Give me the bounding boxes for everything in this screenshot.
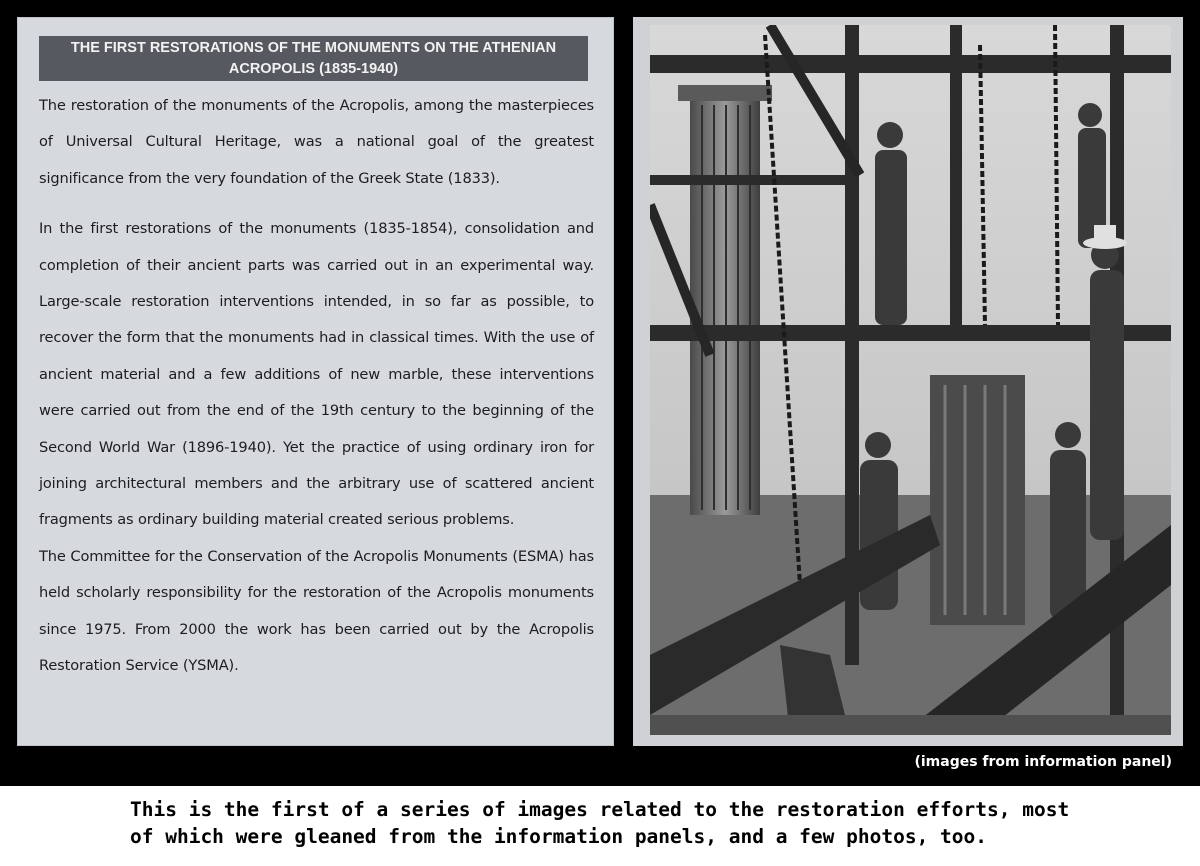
photo-credit: (images from information panel) xyxy=(914,754,1172,770)
caption-line1: This is the first of a series of images related to the restoration efforts, most xyxy=(130,798,1070,821)
information-panel-text xyxy=(17,17,614,746)
panel-heading-line2: ACROPOLIS (1835-1940) xyxy=(228,61,399,77)
historic-restoration-photo xyxy=(650,25,1171,735)
panel-heading xyxy=(39,36,588,81)
panel-body xyxy=(39,88,594,685)
caption-line2: of which were gleaned from the information panels, and a few photos, too. xyxy=(130,825,988,848)
panel-paragraph-3: The Committee for the Conservation of the Acropolis Monuments (ESMA) has held scholarly responsibility for the restoration of the Acropolis monuments since 1975. From 2000 the work has been carried out by the Acropolis Restoration Service (YSMA). xyxy=(39,547,594,675)
restoration-scene-illustration xyxy=(650,25,1171,735)
panel-paragraph-1: The restoration of the monuments of the Acropolis, among the masterpieces of Universal Cultural Heritage, was a national goal of the greatest significance from the very foundation of the Greek State (1833). xyxy=(39,97,594,187)
panel-paragraph-2: In the first restorations of the monuments (1835-1854), consolidation and completion of their ancient parts was carried out in an experimental way. Large-scale restoration interventions intended, in so far as possible, to recover the form that the monuments had in classical times. With the use of ancient material and a few additions of new marble, these interventions were carried out from the end of the 19th century to the beginning of the Second World War (1896-1940). Yet the practice of using ordinary iron for joining architectural members and the arbitrary use of scattered ancient fragments as ordinary building material created serious problems. xyxy=(39,220,594,529)
panel-heading-line1: THE FIRST RESTORATIONS OF THE MONUMENTS ON THE ATHENIAN xyxy=(70,40,557,56)
information-panel-photo xyxy=(633,17,1183,746)
page-caption xyxy=(130,796,1130,850)
